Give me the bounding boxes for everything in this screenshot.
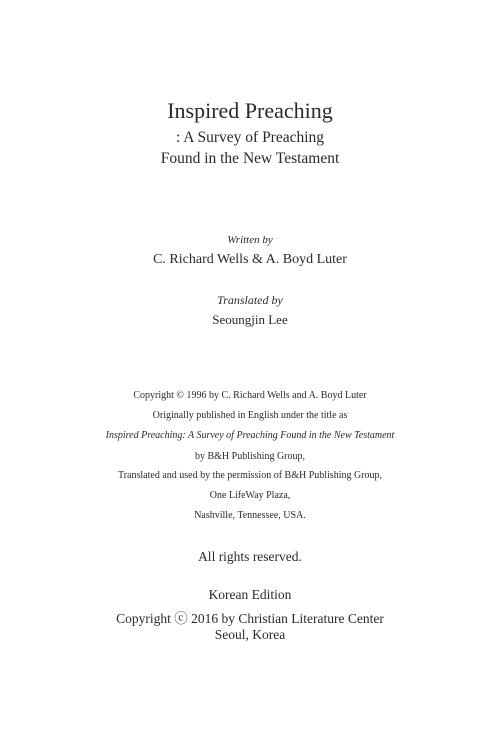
original-title: Inspired Preaching: A Survey of Preaching Found in the New Testament [105, 430, 395, 441]
translated-by-label: Translated by [217, 293, 283, 307]
written-by-label: Written by [227, 234, 273, 246]
book-title: Inspired Preaching [167, 98, 333, 123]
translator-name: Seoungjin Lee [212, 312, 288, 327]
korean-edition-copyright: Copyright ⓒ 2016 by Christian Literature Center [116, 611, 384, 626]
publisher-address-line-1: One LifeWay Plaza, [209, 490, 291, 501]
all-rights-reserved: All rights reserved. [198, 549, 302, 564]
publisher-address-line-2: Nashville, Tennessee, USA. [194, 510, 306, 521]
author-names: C. Richard Wells & A. Boyd Luter [153, 252, 347, 267]
korean-edition-label: Korean Edition [208, 587, 292, 602]
book-subtitle-line-1: : A Survey of Preaching [175, 129, 325, 146]
permission-note: Translated and used by the permission of B&H Publishing Group, [117, 470, 383, 481]
original-publisher: by B&H Publishing Group, [194, 451, 305, 462]
book-subtitle-line-2: Found in the New Testament [160, 150, 340, 167]
original-publication-note: Originally published in English under the title as [152, 410, 348, 421]
korean-edition-location: Seoul, Korea [214, 627, 286, 642]
original-copyright-line: Copyright © 1996 by C. Richard Wells and A. Boyd Luter [133, 390, 367, 401]
